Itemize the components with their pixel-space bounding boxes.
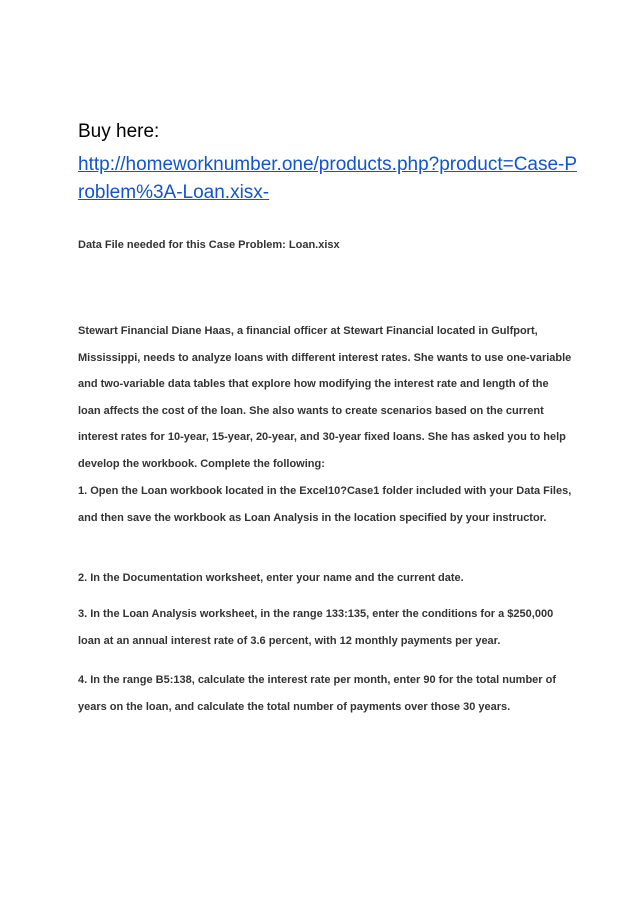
- step-4-paragraph: 4. In the range B5:138, calculate the interest rate per month, enter 90 for the total number of years on the loan, and calculate the total number of payments over those 30 years.: [78, 674, 557, 713]
- step-2-paragraph: 2. In the Documentation worksheet, enter your name and the current date.: [78, 572, 464, 584]
- step-1-paragraph: 1. Open the Loan workbook located in the Excel10?Case1 folder included with your Data Files, and then save the workbook as Loan Analysis in the location specified by your instructor.: [78, 485, 572, 524]
- buy-here-heading: Buy here:: [78, 121, 160, 142]
- data-file-note: Data File needed for this Case Problem: Loan.xisx: [78, 239, 340, 251]
- step-3-paragraph: 3. In the Loan Analysis worksheet, in the range 133:135, enter the conditions for a $250,000 loan at an annual interest rate of 3.6 percent, with 12 monthly payments per year.: [78, 608, 554, 647]
- intro-paragraph: Stewart Financial Diane Haas, a financial officer at Stewart Financial located in Gulfport, Mississippi, needs to analyze loans with different interest rates. She wants to use one-variable and two-variable data tables that explore how modifying the interest rate and length of the loan affects the cost of the loan. She also wants to create scenarios based on the current interest rates for 10-year, 15-year, 20-year, and 30-year fixed loans. She has asked you to help develop the workbook. Complete the following:: [78, 325, 572, 470]
- product-link[interactable]: http://homeworknumber.one/products.php?product=Case-Problem%3A-Loan.xisx-: [78, 154, 578, 203]
